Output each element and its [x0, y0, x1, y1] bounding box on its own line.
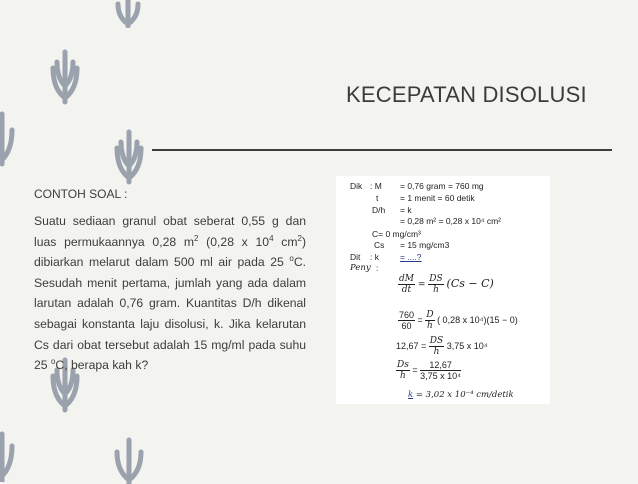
cs-label: Cs — [374, 240, 385, 250]
time-value: = 1 menit = 60 detik — [400, 193, 475, 203]
dh-value: = k — [400, 205, 412, 215]
dit-value: = ....? — [400, 252, 422, 262]
peny-colon: : — [376, 263, 379, 273]
leaf-decoration — [112, 436, 146, 484]
equation-3: 12,67 = $\frac{DS}{h}$ 3,75 x 10⁴ — [396, 336, 488, 357]
leaf-decoration — [0, 110, 16, 168]
surface-value: = 0,28 m² = 0,28 x 10⁴ cm² — [400, 216, 501, 226]
equation-2: $\frac{760}{60}$ = $\frac{D}{h}$ ( 0,28 x 10⁴)(15 − 0) — [399, 310, 518, 331]
dh-label: D/h — [372, 205, 386, 215]
equation-1: $\frac{dM}{dt}$ = $\frac{DS}{h}$ (Cs − C) — [399, 274, 494, 295]
dik-label: Dik — [350, 181, 363, 191]
example-heading: CONTOH SOAL : — [34, 187, 128, 201]
peny-label: Peny — [350, 263, 371, 273]
mass-label: : M — [370, 181, 382, 191]
leaf-decoration — [112, 128, 146, 186]
title-divider — [152, 149, 612, 151]
equation-4: $\frac{Ds}{h}$ = $\frac{12,67}{\text{3,75 x 10⁴}}$ — [397, 360, 462, 381]
leaf-decoration — [0, 430, 16, 482]
cs-value: = 15 mg/cm3 — [400, 240, 450, 250]
leaf-decoration — [114, 0, 142, 28]
solution-image — [336, 176, 550, 404]
mass-value: = 0,76 gram = 760 mg — [400, 181, 484, 191]
slide-title: KECEPATAN DISOLUSI — [346, 82, 587, 107]
leaf-decoration — [48, 48, 82, 106]
dit-k-label: : k — [370, 252, 379, 262]
conc-value: C= 0 mg/cm³ — [372, 229, 421, 239]
result-line: k = 3,02 x 10⁻⁴ cm/detik — [408, 390, 514, 400]
dit-label: Dit — [350, 252, 361, 262]
time-label: t — [376, 193, 379, 203]
problem-text: Suatu sediaan granul obat seberat 0,55 g dan luas permukaannya 0,28 $m^2$ (0,28 x $10^4$ $cm^2$) dibiarkan melarut dalam 500 ml air pada 25 $^o$C. Sesudah menit pertama, jumlah yang ada dalam larutan adalah 0,76 gram. Kuantitas D/h dikenal sebagai konstanta laju disolusi, k. Jika kelarutan Cs dari obat tersebut adalah 15 mg/ml pada suhu 25 $^o$C, berapa kah k? — [34, 214, 306, 373]
